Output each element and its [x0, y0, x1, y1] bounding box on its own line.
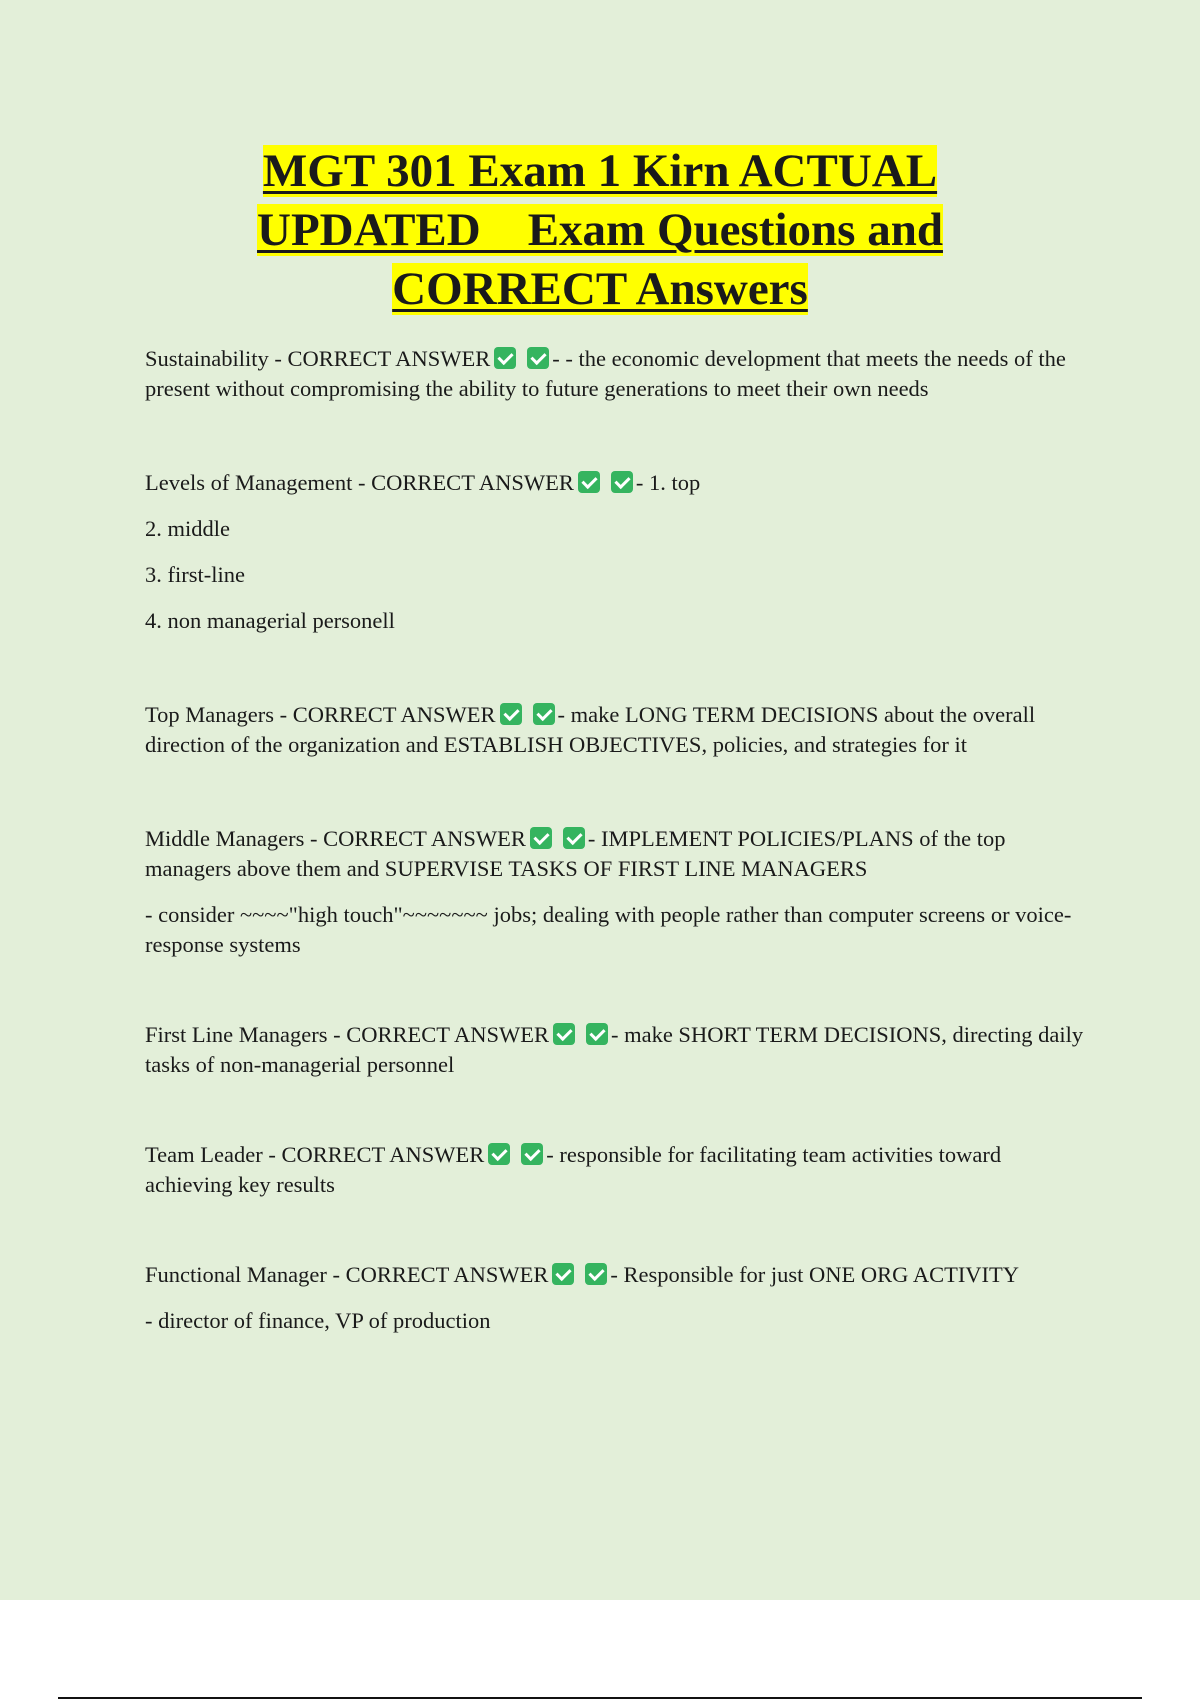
check-icon — [586, 1023, 608, 1045]
qa-list — [145, 344, 1090, 1336]
answer-label: CORRECT ANSWER — [371, 470, 574, 495]
check-icon — [585, 1263, 607, 1285]
definition: - make LONG TERM DECISIONS about the overall direction of the organization and ESTABLISH OBJECTIVES, policies, and strategies for it — [145, 702, 1036, 757]
term: Top Managers - — [145, 702, 293, 727]
definition: - 1. top — [635, 470, 701, 495]
term: Team Leader - — [145, 1142, 282, 1167]
supplementary-note: - consider ~~~~"high touch"~~~~~~~ jobs; dealing with people rather than computer screens or voice-response systems — [145, 902, 1072, 957]
definition: - IMPLEMENT POLICIES/PLANS of the top managers above them and SUPERVISE TASKS OF FIRST LINE MANAGERS — [145, 826, 1006, 881]
qa-entry-middle-managers — [145, 824, 1090, 960]
qa-entry-team-leader — [145, 1140, 1090, 1200]
term: Sustainability - — [145, 346, 288, 371]
list-item: 2. middle — [145, 516, 230, 541]
page-footer-rule — [58, 1697, 1142, 1699]
definition: - make SHORT TERM DECISIONS, directing daily tasks of non-managerial personnel — [145, 1022, 1084, 1077]
check-icon — [563, 827, 585, 849]
qa-entry-text — [145, 824, 1090, 884]
check-icon — [521, 1143, 543, 1165]
list-item: 3. first-line — [145, 562, 245, 587]
check-icon — [527, 347, 549, 369]
document-title — [100, 142, 1100, 319]
title-line-1: MGT 301 Exam 1 Kirn ACTUAL — [262, 145, 938, 197]
qa-entry-functional-manager — [145, 1260, 1090, 1336]
definition: - Responsible for just ONE ORG ACTIVITY — [610, 1262, 1020, 1287]
answer-label: CORRECT ANSWER — [323, 826, 526, 851]
answer-label: CORRECT ANSWER — [346, 1022, 549, 1047]
qa-entry-text — [145, 700, 1090, 760]
term: First Line Managers - — [145, 1022, 347, 1047]
qa-entry-text — [145, 1020, 1090, 1080]
answer-label: CORRECT ANSWER — [287, 346, 491, 371]
check-icon — [578, 471, 600, 493]
check-icon — [552, 1263, 574, 1285]
qa-entry-levels-of-management — [145, 468, 1090, 636]
title-line-2: UPDATED Exam Questions and — [257, 204, 943, 256]
qa-entry-text — [145, 344, 1090, 404]
supplementary-note: - director of finance, VP of production — [145, 1308, 491, 1333]
term: Levels of Management - — [145, 470, 372, 495]
list-item: 4. non managerial personell — [145, 608, 395, 633]
qa-entry-first-line-managers — [145, 1020, 1090, 1080]
answer-label: CORRECT ANSWER — [281, 1142, 485, 1167]
title-line-3: CORRECT Answers — [392, 263, 808, 315]
answer-label: CORRECT ANSWER — [345, 1262, 549, 1287]
check-icon — [494, 347, 516, 369]
term: Functional Manager - — [145, 1262, 346, 1287]
answer-label: CORRECT ANSWER — [292, 702, 496, 727]
term: Middle Managers - — [145, 826, 324, 851]
check-icon — [553, 1023, 575, 1045]
qa-entry-sustainability — [145, 344, 1090, 404]
check-icon — [488, 1143, 510, 1165]
qa-entry-text — [145, 1260, 1090, 1290]
check-icon — [530, 827, 552, 849]
check-icon — [500, 703, 522, 725]
check-icon — [611, 471, 633, 493]
definition: - - the economic development that meets the needs of the present without compromising the ability to future generations to meet their own needs — [145, 346, 1066, 401]
definition: - responsible for facilitating team activities toward achieving key results — [145, 1142, 1002, 1197]
qa-entry-top-managers — [145, 700, 1090, 760]
check-icon — [533, 703, 555, 725]
qa-entry-text — [145, 1140, 1090, 1200]
qa-entry-text — [145, 468, 1090, 498]
